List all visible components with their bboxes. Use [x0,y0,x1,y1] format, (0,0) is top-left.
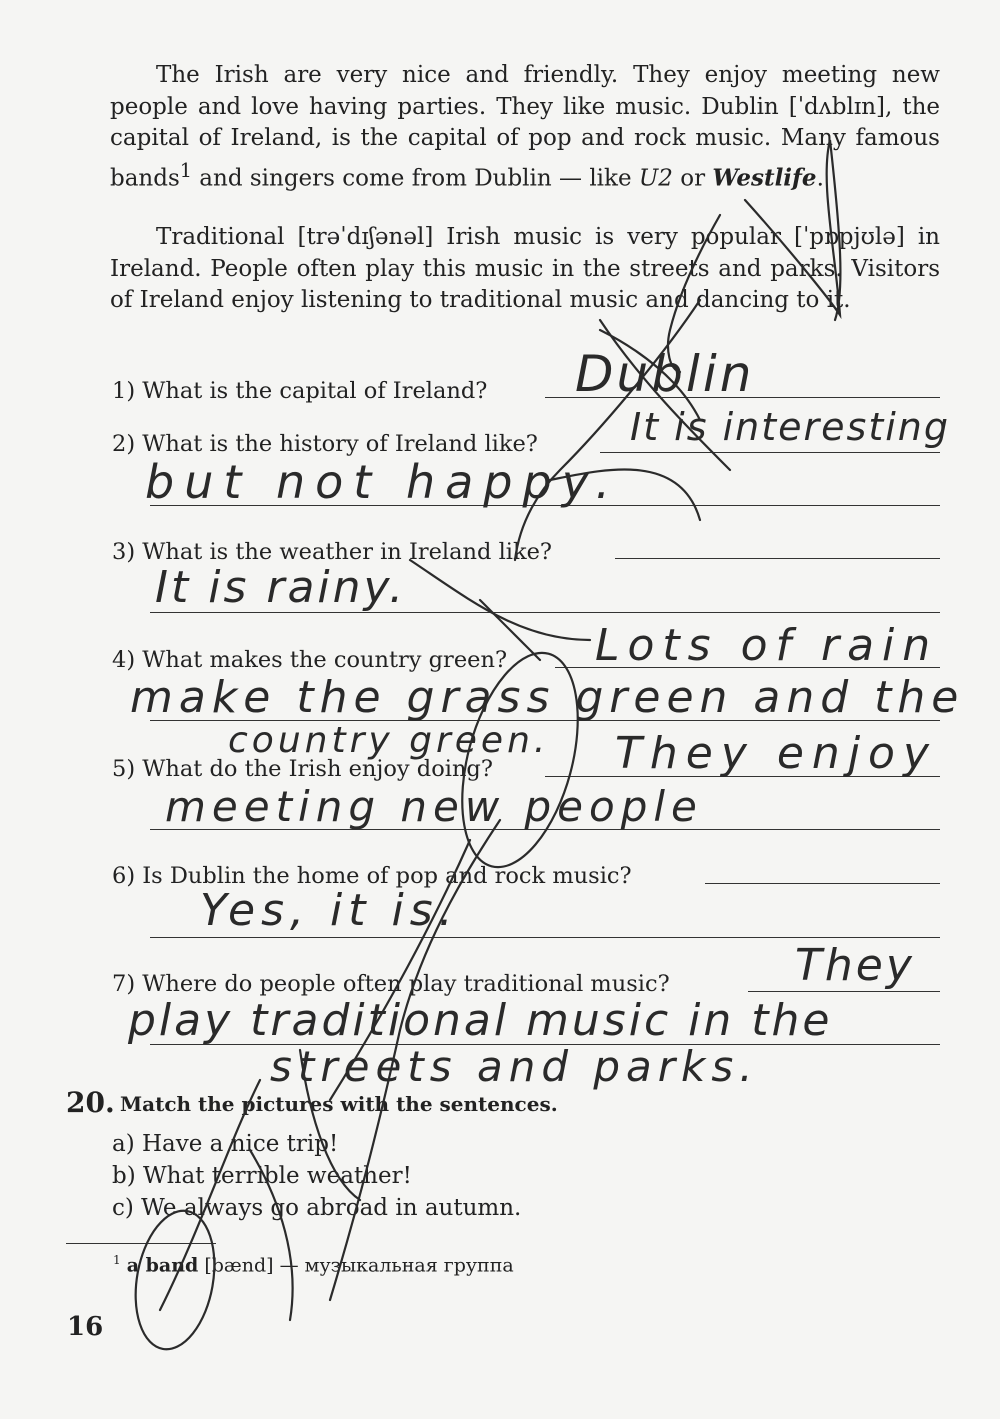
footnote: $^1$ a band [bænd] — музыкальная группа [113,1253,514,1277]
handwritten-answer: country green. [228,720,550,761]
handwritten-answer: streets and parks. [270,1042,759,1091]
handwritten-answer: make the grass green and the [130,672,965,723]
reading-paragraph-2: Traditional [trəˈdɪʃənəl] Irish music is very popular [ˈpɒpjʊlə] in Ireland. People often play this music in the streets and parks. Visitors of Ireland enjoy listening to traditional music and dancing to it. [110,224,940,313]
question-6: 6) Is Dublin the home of pop and rock music? [112,863,632,889]
exercise-option-a: a) Have a nice trip! [112,1131,339,1157]
handwritten-answer: Dublin [575,345,755,403]
question-5: 5) What do the Irish enjoy doing? [112,756,493,782]
band-name-westlife: Westlife [712,164,817,192]
footnote-marker: 1 [179,158,192,182]
handwritten-answer: It is interesting [630,405,951,449]
exercise-option-b: b) What terrible weather! [112,1163,412,1189]
handwritten-answer: They [795,940,915,991]
handwritten-answer: Yes, it is. [200,885,459,936]
handwritten-answer: but not happy. [145,455,620,509]
handwritten-answer: play traditional music in the [128,995,833,1046]
exercise-title: Match the pictures with the sentences. [120,1092,558,1116]
handwritten-answer: Lots of rain [595,620,939,671]
band-name-u2: U2 [638,165,673,192]
reading-paragraph-1: The Irish are very nice and friendly. They enjoy meeting new people and love having parties. They like music. Dublin [ˈdʌblɪn], the capital of Ireland, is the capital of pop and rock music. Many famous bands$^1$ and singers come from Dublin — like U2 or Westlife. [110,62,940,192]
exercise-number: 20. [66,1086,115,1119]
question-4: 4) What makes the country green? [112,647,508,673]
question-3: 3) What is the weather in Ireland like? [112,539,552,565]
question-7: 7) Where do people often play traditional music? [112,971,670,997]
handwritten-answer: meeting new people [165,782,703,831]
handwritten-answer: It is rainy. [155,562,407,613]
page-number: 16 [67,1312,104,1342]
question-2: 2) What is the history of Ireland like? [112,431,538,457]
question-1: 1) What is the capital of Ireland? [112,378,488,404]
handwritten-answer: They enjoy [615,728,937,779]
exercise-option-c: c) We always go abroad in autumn. [112,1195,522,1221]
